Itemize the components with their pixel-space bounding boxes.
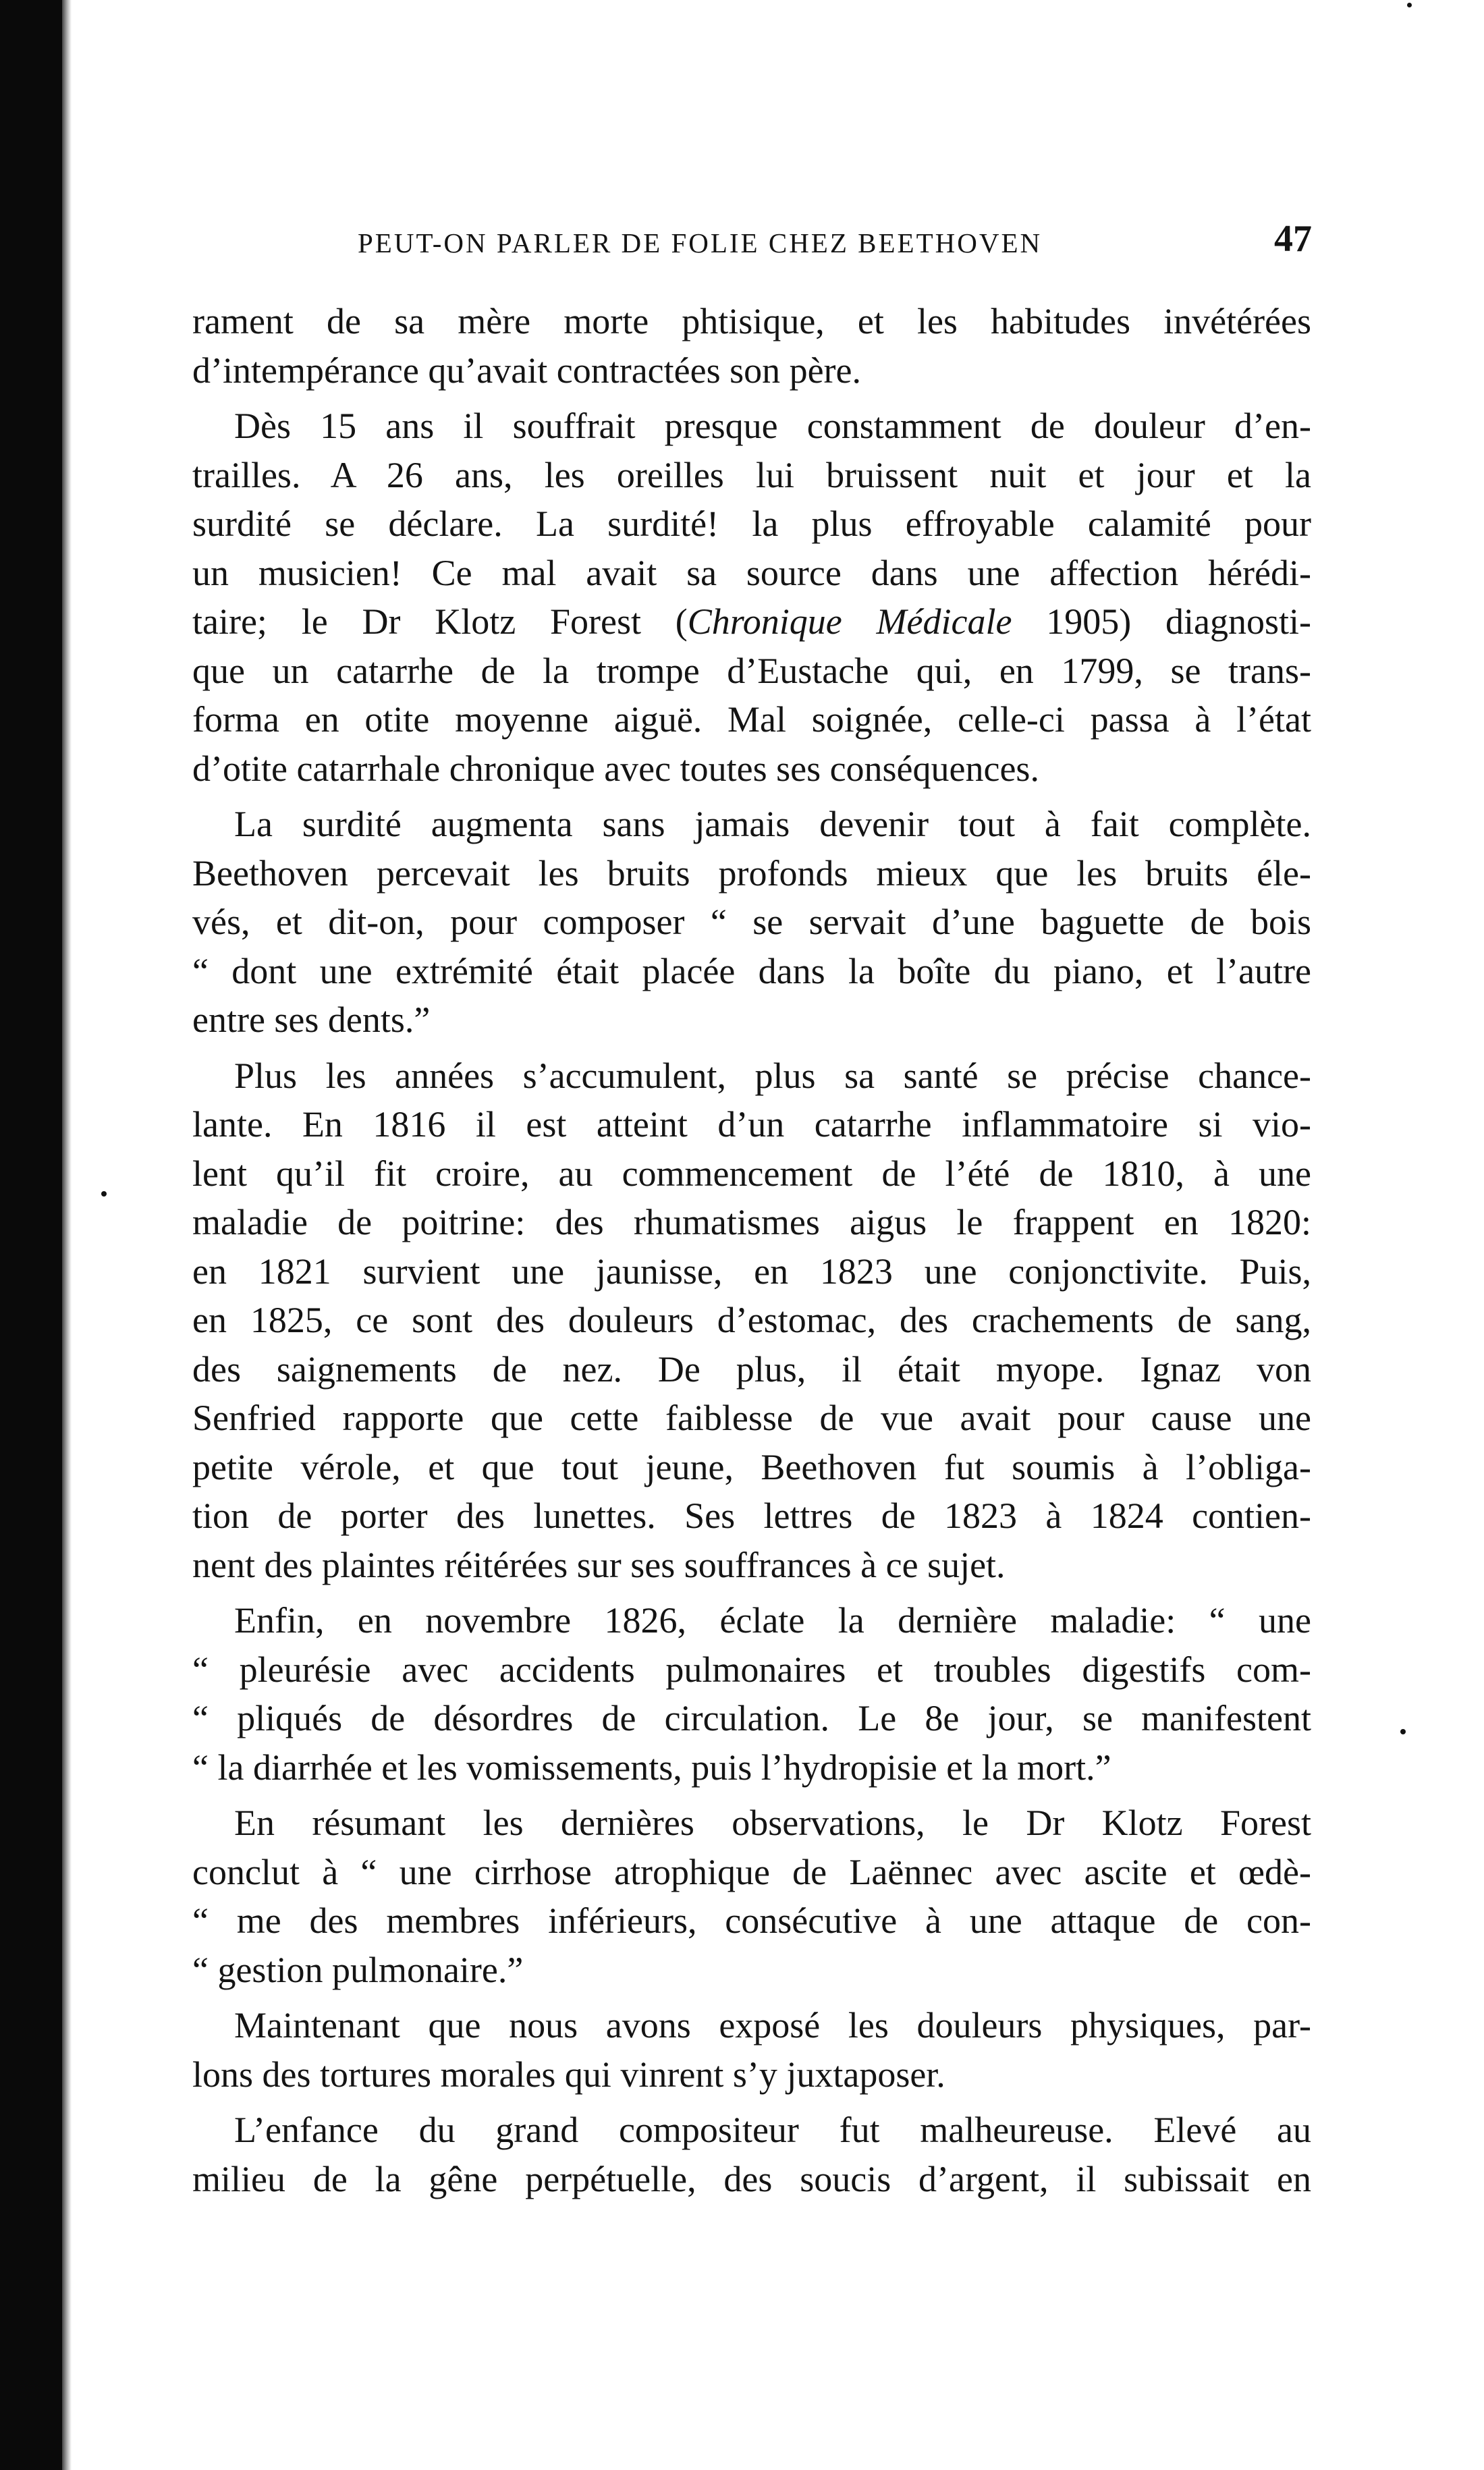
text-line: “ pliqués de désordres de circulation. Le 8e jour, se manifestent	[192, 1698, 1311, 1738]
text-line: conclut à “ une cirrhose atrophique de Laënnec avec ascite et œdè-	[192, 1851, 1311, 1892]
text-line: surdité se déclare. La surdité! la plus effroyable calamité pour	[192, 503, 1311, 544]
text-line: vés, et dit-on, pour composer “ se servait d’une baguette de bois	[192, 902, 1311, 942]
text-line: Dès 15 ans il souffrait presque constamment de douleur d’en-	[234, 406, 1311, 446]
text-line: des saignements de nez. De plus, il était myope. Ignaz von	[192, 1348, 1311, 1390]
text-line: d’otite catarrhale chronique avec toutes ses conséquences.	[192, 748, 1039, 789]
text-line: que un catarrhe de la trompe d’Eustache qui, en 1799, se trans-	[192, 650, 1311, 691]
page-binding-edge	[0, 0, 62, 2470]
text-line: lante. En 1816 il est atteint d’un catarrhe inflammatoire si vio-	[192, 1104, 1311, 1145]
text-line: petite vérole, et que tout jeune, Beethoven fut soumis à l’obliga-	[192, 1446, 1311, 1487]
paragraph	[192, 1051, 1311, 1590]
text-line: entre ses dents.”	[192, 999, 431, 1040]
text-line: forma en otite moyenne aiguë. Mal soignée, celle-ci passa à l’état	[192, 699, 1311, 740]
text-run: taire; le Dr Klotz Forest (	[192, 601, 688, 642]
text-line: Maintenant que nous avons exposé les douleurs physiques, par-	[234, 2005, 1311, 2046]
text-line: lent qu’il fit croire, au commencement de l’été de 1810, à une	[192, 1153, 1311, 1194]
text-line: “ la diarrhée et les vomissements, puis l’hydropisie et la mort.”	[192, 1747, 1111, 1788]
text-line: tion de porter des lunettes. Ses lettres de 1823 à 1824 contien-	[192, 1495, 1311, 1536]
journal-title: Chronique Médicale	[687, 601, 1012, 642]
paragraph	[192, 2001, 1311, 2099]
text-line: d’intempérance qu’avait contractées son père.	[192, 350, 862, 391]
text-line: en 1825, ce sont des douleurs d’estomac, des crachements de sang,	[192, 1300, 1311, 1340]
paragraph	[192, 800, 1311, 1045]
text-line: trailles. A 26 ans, les oreilles lui bruissent nuit et jour et la	[192, 454, 1311, 495]
text-line: maladie de poitrine: des rhumatismes aigus le frappent en 1820:	[192, 1202, 1311, 1242]
paragraph	[192, 2106, 1311, 2203]
paragraph	[192, 1596, 1311, 1792]
text-line: un musicien! Ce mal avait sa source dans une affection hérédi-	[192, 552, 1311, 593]
paragraph	[192, 1799, 1311, 1994]
running-title: PEUT-ON PARLER DE FOLIE CHEZ BEETHOVEN	[358, 227, 1043, 258]
text-run: 1905) diagnosti-	[1012, 601, 1311, 642]
speck-mark	[1407, 3, 1412, 7]
text-line	[192, 597, 1311, 647]
text-line: lons des tortures morales qui vinrent s’y juxtaposer.	[192, 2054, 945, 2095]
paragraph	[192, 297, 1311, 395]
text-line: Plus les années s’accumulent, plus sa santé se précise chance-	[234, 1055, 1311, 1096]
text-line: nent des plaintes réitérées sur ses souffrances à ce sujet.	[192, 1544, 1006, 1585]
page-number: 47	[1274, 218, 1312, 260]
text-line: En résumant les dernières observations, le Dr Klotz Forest	[234, 1803, 1311, 1843]
text-line: L’enfance du grand compositeur fut malheureuse. Elevé au	[234, 2110, 1311, 2150]
text-line: rament de sa mère morte phtisique, et les habitudes invétérées	[192, 301, 1311, 341]
running-header	[192, 217, 1312, 265]
text-line: Senfried rapporte que cette faiblesse de vue avait pour cause une	[192, 1398, 1311, 1438]
text-line: milieu de la gêne perpétuelle, des soucis d’argent, il subissait en	[192, 2158, 1311, 2199]
text-line: en 1821 survient une jaunisse, en 1823 une conjonctivite. Puis,	[192, 1251, 1311, 1292]
text-line: Beethoven percevait les bruits profonds mieux que les bruits éle-	[192, 852, 1311, 894]
speck-mark	[1400, 1729, 1406, 1734]
text-line: “ dont une extrémité était placée dans la boîte du piano, et l’autre	[192, 950, 1311, 991]
paragraph	[192, 402, 1311, 793]
text-line: “ pleurésie avec accidents pulmonaires et troubles digestifs com-	[192, 1649, 1311, 1690]
speck-mark	[101, 1191, 107, 1197]
text-line: Enfin, en novembre 1826, éclate la dernière maladie: “ une	[234, 1600, 1311, 1641]
text-line: “ me des membres inférieurs, consécutive à une attaque de con-	[192, 1900, 1311, 1941]
text-line: “ gestion pulmonaire.”	[192, 1949, 524, 1990]
text-line: La surdité augmenta sans jamais devenir tout à fait complète.	[234, 804, 1311, 844]
body-text	[192, 297, 1311, 2203]
